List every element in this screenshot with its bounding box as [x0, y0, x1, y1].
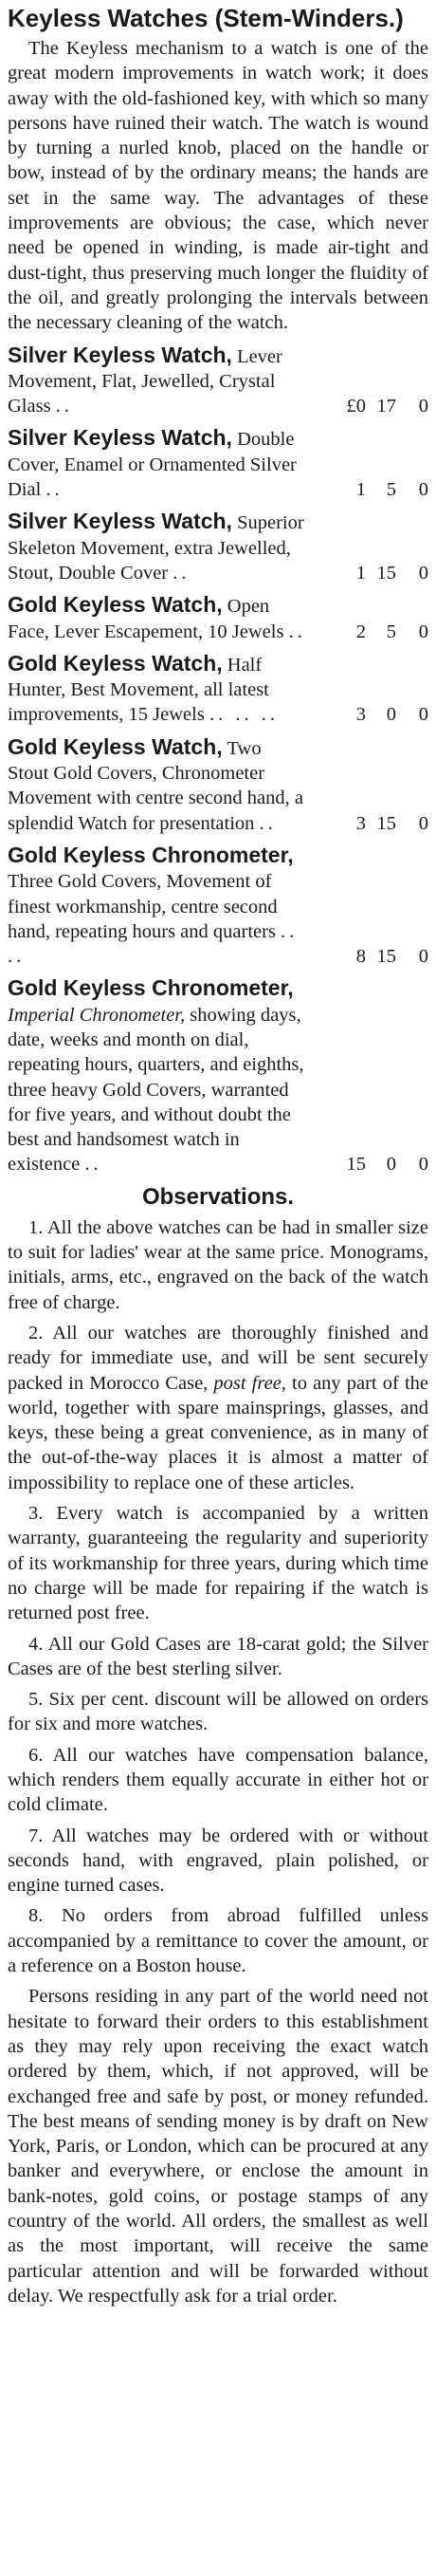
- item-name: Gold Keyless Chronometer,: [8, 842, 294, 867]
- price-pence: 0: [418, 396, 428, 417]
- price-pounds: 15: [346, 1154, 366, 1176]
- item-price: [306, 811, 428, 836]
- price-list-item: [8, 842, 428, 969]
- item-description-italic: Imperial Chronometer,: [8, 1004, 186, 1026]
- dot-leader: ..: [55, 396, 73, 417]
- item-description: Superior Skeleton Movement, extra Jewelled, Stout, Double Cover: [8, 512, 304, 584]
- dot-leader: ..: [288, 621, 306, 642]
- price-shillings: 15: [376, 812, 396, 834]
- price-pence: 0: [418, 562, 428, 584]
- dot-leader: .. ..: [8, 920, 299, 968]
- item-price: [306, 944, 428, 969]
- observation-text: 2. All our watches are thoroughly finished and ready for immediate use, and will be sent securely packed in Morocco Case,: [8, 1322, 428, 1394]
- item-price: [306, 620, 428, 644]
- price-list-item: [8, 733, 428, 836]
- price-list: [8, 342, 428, 1177]
- item-name: Silver Keyless Watch,: [8, 425, 232, 451]
- price-list-item: [8, 424, 428, 502]
- item-price: [306, 477, 428, 502]
- intro-paragraph: The Keyless mechanism to a watch is one of the great modern improvements in watch work; it does away with the old-fashioned key, with which so many persons have ruined their watch. The watch is wound by turning a nurled knob, placed on the handle or bow, instead of by the ordinary means; the hands are set in the same way. The advantages of these improvements are obvious; the case, which never need be opened in winding, is made air-tight and dust-tight, thus preserving much longer the fluidity of the oil, and greatly prolonging the intervals between the necessary cleaning of the watch.: [8, 38, 428, 334]
- dot-leader: ..: [173, 562, 191, 584]
- item-description: Three Gold Covers, Movement of finest workmanship, centre second hand, repeating hours and quarters: [8, 871, 278, 942]
- observations-heading: Observations.: [141, 1183, 295, 1210]
- price-list-item: [8, 508, 428, 585]
- price-shillings: 17: [376, 396, 396, 417]
- item-description: Lever Movement, Flat, Jewelled, Crystal Glass: [8, 345, 282, 417]
- price-pounds: 1: [355, 479, 366, 501]
- item-name: Silver Keyless Watch,: [8, 509, 232, 534]
- item-name: Gold Keyless Chronometer,: [8, 975, 294, 1001]
- observation-text: to any part of the world, together with spare mainsprings, glasses, and keys, these being a great convenience, as in many of the out-of-the-way places it is almost a matter of impossibility to replace one of these articles.: [8, 1372, 428, 1493]
- price-pounds: 1: [355, 562, 366, 584]
- price-pounds: 3: [355, 812, 366, 834]
- price-list-item: [8, 974, 428, 1177]
- observation-paragraph: 1. All the above watches can be had in smaller size to suit for ladies' wear at the same price. Monograms, initials, arms, etc., engraved on the back of the watch free of charge.: [8, 1216, 428, 1313]
- price-pounds: £0: [346, 396, 366, 417]
- price-pence: 0: [418, 479, 428, 501]
- price-shillings: 5: [386, 621, 396, 642]
- observation-paragraph: 7. All watches may be ordered with or without seconds hand, with engraved, plain polished, or engine turned cases.: [8, 1825, 428, 1897]
- price-pence: 0: [418, 621, 428, 642]
- item-description: Half Hunter, Best Movement, all latest improvements, 15 Jewels: [8, 654, 269, 726]
- price-list-item: [8, 650, 428, 728]
- item-description: Two Stout Gold Covers, Chronometer Movement with centre second hand, a splendid Watch for presentation: [8, 737, 303, 834]
- price-list-item: [8, 342, 428, 419]
- item-description: Double Cover, Enamel or Ornamented Silver Dial: [8, 429, 297, 501]
- dot-leader: ..: [259, 812, 277, 834]
- post-free-italic: post free,: [213, 1372, 286, 1394]
- observation-paragraph: 8. No orders from abroad fulfilled unless accompanied by a remittance to cover the amount, or a reference on a Boston house.: [8, 1905, 428, 1977]
- price-pence: 0: [418, 704, 428, 726]
- observation-paragraph: 5. Six per cent. discount will be allowed on orders for six and more watches.: [8, 1689, 428, 1735]
- price-pence: 0: [418, 946, 428, 968]
- closing-paragraph: Persons residing in any part of the world need not hesitate to forward their orders to this establishment as they may rely upon receiving the exact watch ordered by them, which, if not approved, will be exchanged free and safe by post, or money refunded. The best means of sending money is by draft on New York, Paris, or London, which can be procured at any banker and everywhere, or enclose the amount in bank-notes, gold coins, or postage stamps of any country of the world. All orders, the smallest as well as the most important, will receive the same particular attention and will be forwarded without delay. We respectfully ask for a trial order.: [8, 1986, 428, 2307]
- item-price: [306, 1152, 428, 1177]
- price-list-item: [8, 591, 428, 644]
- item-price: [306, 561, 428, 585]
- price-pence: 0: [418, 1154, 428, 1176]
- item-name: Gold Keyless Watch,: [8, 592, 223, 618]
- dot-leader: ..: [45, 479, 64, 501]
- price-pounds: 8: [355, 946, 366, 968]
- price-shillings: 5: [386, 479, 396, 501]
- item-description: showing days, date, weeks and month on dial, repeating hours, quarters, and eighths, three heavy Gold Covers, warranted for five years, and without doubt the best and handsomest watch in existence: [8, 1004, 304, 1176]
- price-pounds: 2: [355, 621, 366, 642]
- observation-paragraph: 4. All our Gold Cases are 18-carat gold; the Silver Cases are of the best sterling silver.: [8, 1633, 428, 1679]
- item-price: [306, 702, 428, 727]
- price-shillings: 0: [386, 704, 396, 726]
- price-shillings: 15: [376, 562, 396, 584]
- item-name: Gold Keyless Watch,: [8, 733, 223, 759]
- observation-paragraph: 6. All our watches have compensation balance, which renders them equally accurate in either hot or cold climate.: [8, 1744, 428, 1816]
- price-shillings: 0: [386, 1154, 396, 1176]
- dot-leader: .. .. ..: [209, 704, 279, 726]
- price-pounds: 3: [355, 704, 366, 726]
- dot-leader: ..: [84, 1154, 102, 1176]
- item-name: Gold Keyless Watch,: [8, 650, 223, 676]
- item-description: Open Face, Lever Escapement, 10 Jewels: [8, 596, 284, 642]
- page-title: Keyless Watches (Stem-Winders.): [8, 4, 404, 32]
- item-name: Silver Keyless Watch,: [8, 342, 232, 367]
- observation-paragraph: 3. Every watch is accompanied by a written warranty, guaranteeing the regularity and superiority of its workmanship for three years, during which time no charge will be made for repairing if the watch is returned post free.: [8, 1503, 428, 1624]
- observation-paragraph: [8, 1321, 428, 1495]
- price-shillings: 15: [376, 946, 396, 968]
- item-price: [306, 394, 428, 418]
- price-pence: 0: [418, 812, 428, 834]
